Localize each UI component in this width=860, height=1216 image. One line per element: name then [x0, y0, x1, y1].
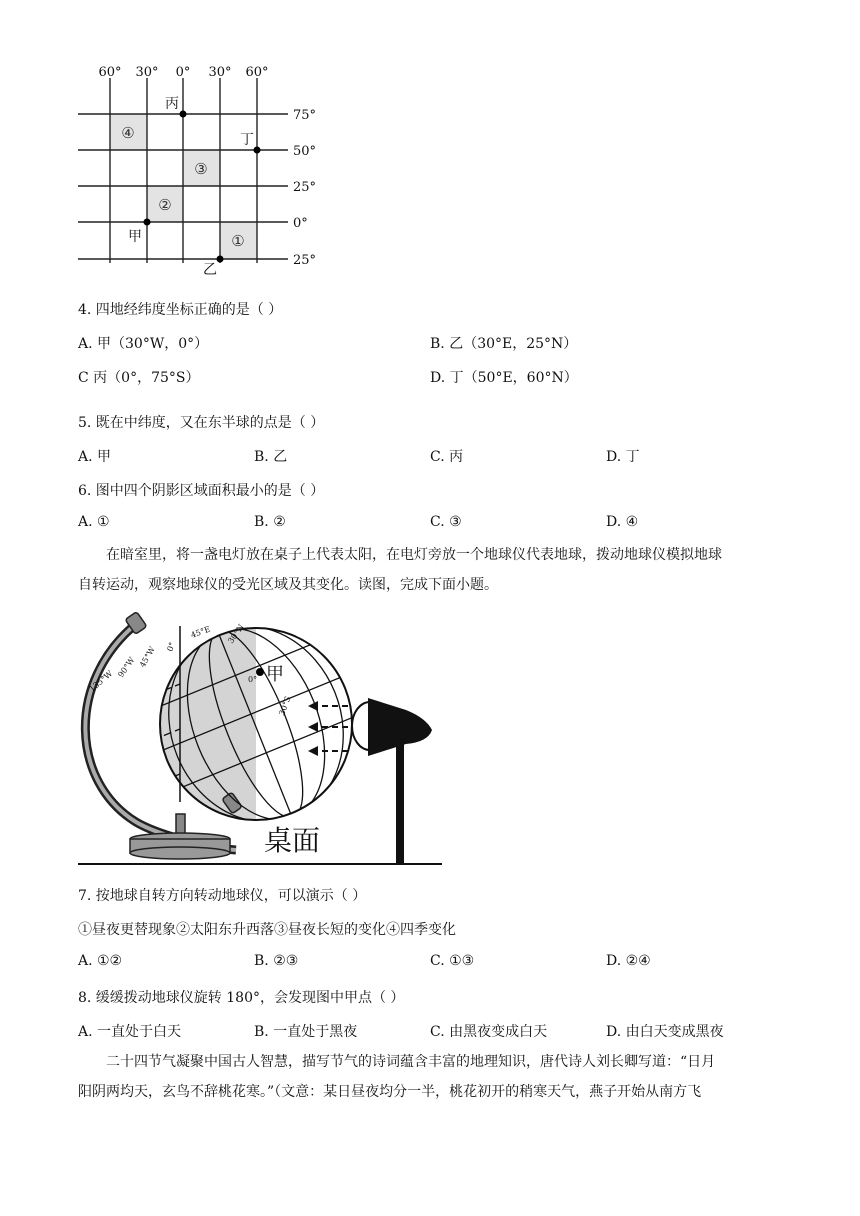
q5-option-c[interactable]: C. 丙	[430, 449, 464, 465]
q7-items: ①昼夜更替现象②太阳东升西落③昼夜长短的变化④四季变化	[78, 922, 456, 938]
area-2-label: ②	[158, 196, 172, 214]
q6-option-c[interactable]: C. ③	[430, 514, 462, 530]
lon-label: 30°	[208, 65, 232, 80]
q8-option-c[interactable]: C. 由黑夜变成白天	[430, 1024, 548, 1040]
lon-label: 60°	[98, 65, 122, 80]
passage-line: 二十四节气凝聚中国古人智慧，描写节气的诗词蕴含丰富的地理知识，唐代诗人刘长卿写道：“日月	[106, 1054, 716, 1070]
globe-lat-label: 30°N	[226, 622, 246, 646]
point-ding-label: 丁	[240, 132, 254, 148]
q7-option-d[interactable]: D. ②④	[606, 953, 651, 969]
lat-label: 25°	[293, 180, 317, 195]
passage-line: 在暗室里，将一盏电灯放在桌子上代表太阳，在电灯旁放一个地球仪代表地球，拨动地球仪模拟地球	[106, 547, 722, 563]
globe-lon-label: 90°W	[116, 655, 137, 680]
q4-option-a[interactable]: A. 甲（30°W，0°）	[78, 336, 209, 352]
q8-option-b[interactable]: B. 一直处于黑夜	[254, 1024, 358, 1040]
area-1-label: ①	[231, 232, 245, 250]
q8-option-a[interactable]: A. 一直处于白天	[78, 1024, 182, 1040]
lat-lon-grid-figure	[70, 58, 330, 278]
lat-label: 75°	[293, 108, 317, 123]
q6-option-b[interactable]: B. ②	[254, 514, 286, 530]
point-bing	[180, 111, 187, 118]
q5-stem: 5. 既在中纬度，又在东半球的点是（ ）	[78, 415, 325, 431]
q5-option-b[interactable]: B. 乙	[254, 449, 288, 465]
lat-label: 25°	[293, 253, 317, 268]
q7-option-c[interactable]: C. ①③	[430, 953, 475, 969]
q6-option-a[interactable]: A. ①	[78, 514, 110, 530]
point-jia-label: 甲	[128, 229, 142, 245]
area-3-label: ③	[194, 160, 208, 178]
point-jia	[144, 219, 151, 226]
q6-stem: 6. 图中四个阴影区域面积最小的是（ ）	[78, 483, 325, 499]
lon-label: 30°	[135, 65, 159, 80]
q4-option-c[interactable]: C 丙（0°，75°S）	[78, 370, 200, 386]
globe-lamp-figure	[76, 612, 446, 867]
q4-option-b[interactable]: B. 乙（30°E，25°N）	[430, 336, 578, 352]
point-bing-label: 丙	[165, 96, 179, 112]
globe-point-jia	[256, 668, 264, 676]
point-ding	[254, 147, 261, 154]
q7-option-b[interactable]: B. ②③	[254, 953, 299, 969]
passage-line: 自转运动，观察地球仪的受光区域及其变化。读图，完成下面小题。	[78, 577, 498, 593]
q5-option-a[interactable]: A. 甲	[78, 449, 112, 465]
globe-lon-label: 45°E	[189, 624, 212, 640]
area-4-label: ④	[121, 124, 135, 142]
q7-option-a[interactable]: A. ①②	[78, 953, 123, 969]
passage-solar-terms	[78, 1047, 778, 1107]
point-yi	[217, 256, 224, 263]
q7-stem: 7. 按地球自转方向转动地球仪，可以演示（ ）	[78, 888, 367, 904]
passage-line: 阳阴两均天，玄鸟不辞桃花寒。”（文意：某日昼夜均分一半，桃花初开的稍寒天气，燕子开始从南方飞	[78, 1084, 702, 1100]
passage-globe-intro	[78, 540, 778, 600]
lon-label: 60°	[245, 65, 269, 80]
q6-option-d[interactable]: D. ④	[606, 514, 639, 530]
desk-label: 桌面	[264, 824, 321, 857]
globe-lon-label: 0°	[165, 641, 177, 653]
q8-stem: 8. 缓缓拨动地球仪旋转 180°，会发现图中甲点（ ）	[78, 990, 405, 1006]
point-yi-label: 乙	[203, 262, 217, 278]
q4-stem: 4. 四地经纬度坐标正确的是（ ）	[78, 302, 283, 318]
q8-option-d[interactable]: D. 由白天变成黑夜	[606, 1024, 724, 1040]
lat-label: 50°	[293, 144, 317, 159]
q5-option-d[interactable]: D. 丁	[606, 449, 640, 465]
globe-lat-label: 30°S	[277, 695, 293, 717]
lon-label: 0°	[175, 65, 191, 80]
q4-option-d[interactable]: D. 丁（50°E，60°N）	[430, 370, 578, 386]
desk-lamp	[352, 698, 432, 864]
lat-label: 0°	[293, 216, 308, 231]
globe-point-jia-label: 甲	[266, 664, 284, 685]
globe-lon-label: 135°W	[87, 668, 115, 694]
globe-lon-label: 45°W	[137, 645, 157, 669]
globe-lat-label: 0°	[248, 675, 258, 684]
